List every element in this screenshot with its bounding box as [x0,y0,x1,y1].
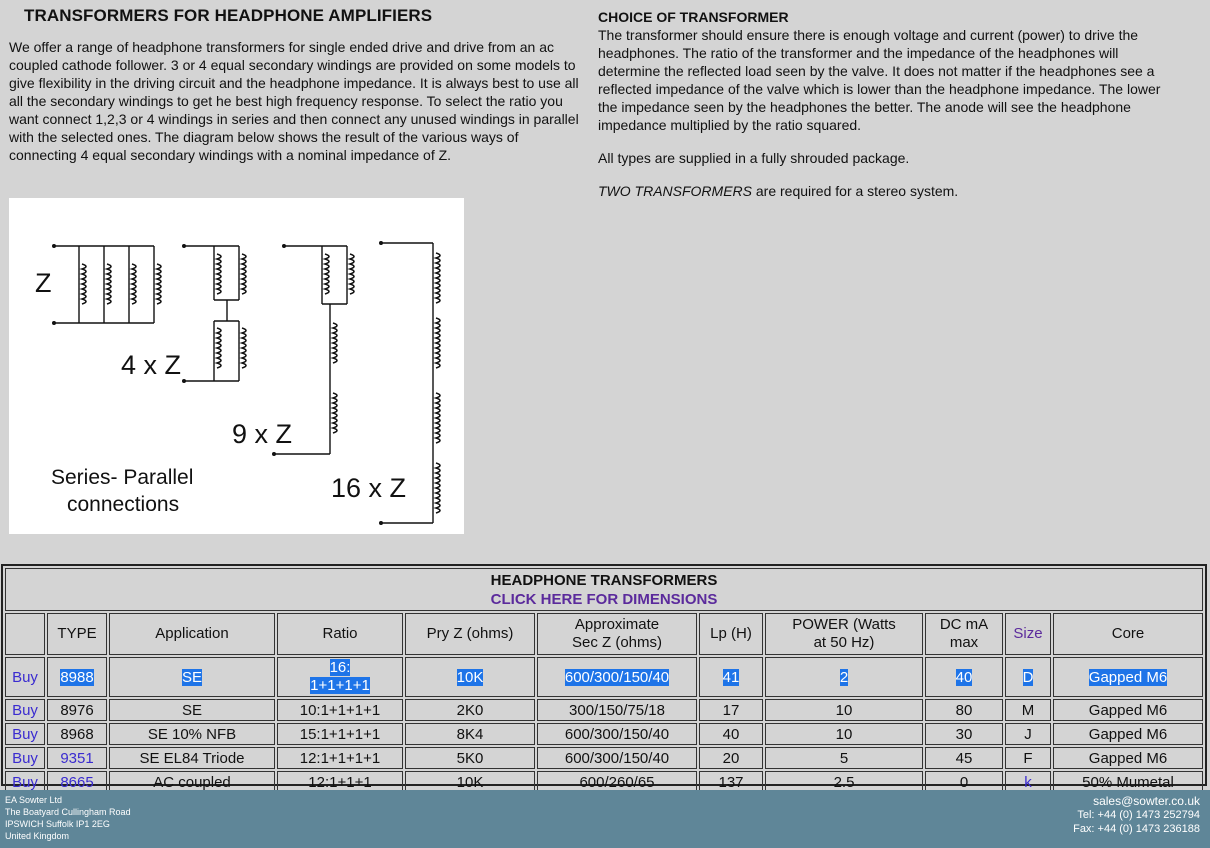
page-footer [0,790,1210,848]
label-z: Z [35,268,52,298]
core-value: Gapped M6 [1088,668,1168,686]
choice-paragraph: The transformer should ensure there is enough voltage and current (power) to drive the headphones. The ratio of the transformer and the impedance of the headphones will determine the reflected load seen by the valve. It does not matter if the headphones see a reflected impedance of the valve which is lower than the headphone impedance. The lower the impedance seen by the headphones the better. The anode will see the headphone impedance multiplied by the ratio squared. [598,27,1161,133]
ratio-cell: 12:1+1+1+1 [277,747,403,769]
stereo-rest: are required for a stereo system. [752,183,959,199]
type-link[interactable]: 8665 [47,771,107,793]
header-type: TYPE [47,613,107,655]
table-title: HEADPHONE TRANSFORMERS [490,572,718,589]
power-cell: 5 [765,747,923,769]
label-9z: 9 x Z [232,419,293,449]
lp-cell: 40 [699,723,763,745]
power-cell [765,657,923,697]
type-link[interactable]: 9351 [47,747,107,769]
size-link[interactable]: D [1022,668,1034,686]
type-cell: 8976 [47,699,107,721]
ratio-cell [277,657,403,697]
type-cell [47,657,107,697]
size-link[interactable]: k [1005,771,1051,793]
application-value: SE [181,668,202,686]
table-header-row [5,613,1203,655]
table-row [5,723,1203,745]
buy-link[interactable]: Buy [5,723,45,745]
core-cell: Gapped M6 [1053,723,1203,745]
lp-cell: 17 [699,699,763,721]
size-cell: J [1005,723,1051,745]
winding-diagram-svg [9,198,464,534]
transformer-table [3,566,1205,795]
ratio-cell: 12:1+1+1 [277,771,403,793]
header-sec-line2: Sec Z (ohms) [571,634,662,651]
buy-link[interactable]: Buy [5,699,45,721]
table-row [5,657,1203,697]
application-cell: SE 10% NFB [109,723,275,745]
connection-diagram [9,198,464,534]
pry-cell [405,657,535,697]
table-caption [5,568,1203,611]
buy-link[interactable]: Buy [5,747,45,769]
sec-cell [537,657,697,697]
ratio-line1: 16: [329,659,351,676]
ratio-cell: 15:1+1+1+1 [277,723,403,745]
stereo-paragraph [598,182,1170,200]
header-ratio: Ratio [277,613,403,655]
application-cell: SE EL84 Triode [109,747,275,769]
sec-value: 600/300/150/40 [564,668,670,686]
application-cell: SE [109,699,275,721]
dc-cell: 30 [925,723,1003,745]
header-sec [537,613,697,655]
header-pry: Pry Z (ohms) [405,613,535,655]
application-cell: AC coupled [109,771,275,793]
buy-link[interactable]: Buy [5,657,45,697]
page-title: TRANSFORMERS FOR HEADPHONE AMPLIFIERS [24,6,433,25]
core-cell: Gapped M6 [1053,699,1203,721]
header-power [765,613,923,655]
label-4z: 4 x Z [121,350,182,380]
type-cell: 8968 [47,723,107,745]
header-core: Core [1053,613,1203,655]
pry-cell: 5K0 [405,747,535,769]
dc-cell: 45 [925,747,1003,769]
sec-cell: 300/150/75/18 [537,699,697,721]
lp-cell [699,657,763,697]
email-link[interactable]: sales@sowter.co.uk [1093,794,1200,808]
ratio-cell: 10:1+1+1+1 [277,699,403,721]
power-cell: 10 [765,699,923,721]
header-power-line2: at 50 Hz) [813,634,875,651]
core-cell: Gapped M6 [1053,747,1203,769]
sec-cell: 600/260/65 [537,771,697,793]
address-line: United Kingdom [5,831,70,841]
header-size[interactable]: Size [1005,613,1051,655]
dc-cell [925,657,1003,697]
power-cell: 10 [765,723,923,745]
application-cell [109,657,275,697]
intro-section [9,6,581,164]
lp-cell: 137 [699,771,763,793]
sec-cell: 600/300/150/40 [537,747,697,769]
lp-value: 41 [722,668,740,686]
header-dc-line2: max [949,634,979,651]
sec-cell: 600/300/150/40 [537,723,697,745]
fax: Fax: +44 (0) 1473 236188 [1073,823,1200,835]
table-row [5,699,1203,721]
choice-heading: CHOICE OF TRANSFORMER [598,9,789,25]
ratio-line2: 1+1+1+1 [310,677,370,694]
type-link[interactable]: 8988 [60,668,94,686]
address-line: EA Sowter Ltd [5,795,63,805]
lp-cell: 20 [699,747,763,769]
address-line: IPSWICH Suffolk IP1 2EG [5,819,110,829]
core-cell [1053,657,1203,697]
diagram-caption-2: connections [67,493,180,516]
header-lp: Lp (H) [699,613,763,655]
choice-section [598,8,1170,215]
power-value: 2 [839,668,849,686]
table-row [5,747,1203,769]
size-cell: M [1005,699,1051,721]
header-application: Application [109,613,275,655]
transformer-table-container [1,564,1207,791]
package-paragraph: All types are supplied in a fully shrouded package. [598,150,910,166]
header-buy [5,613,45,655]
header-dc [925,613,1003,655]
diagram-caption-1: Series- Parallel [51,466,194,489]
dc-cell: 80 [925,699,1003,721]
pry-cell: 10K [405,771,535,793]
address-line: The Boatyard Cullingham Road [5,807,131,817]
stereo-emphasis: TWO TRANSFORMERS [598,183,752,199]
buy-link[interactable]: Buy [5,771,45,793]
company-address [5,794,131,842]
header-dc-line1: DC mA [939,616,989,633]
dc-cell: 0 [925,771,1003,793]
pry-value: 10K [456,668,484,686]
pry-cell: 8K4 [405,723,535,745]
size-cell [1005,657,1051,697]
size-cell: F [1005,747,1051,769]
core-cell: 50% Mumetal [1053,771,1203,793]
dc-value: 40 [955,668,973,686]
header-sec-line1: Approximate [574,616,660,633]
header-power-line1: POWER (Watts [792,616,896,633]
intro-paragraph: We offer a range of headphone transformers for single ended drive and drive from an ac coupled cathode follower. 3 or 4 equal secondary windings are provided on some models to give flexibility in the driving circuit and the headphone impedance. It is always best to use all all the secondary windings to get he best high frequency response. To select the ratio you want connect 1,2,3 or 4 windings in series and then connect any unused windings in parallel with the selected ones. The diagram below shows the result of the various ways of connecting 4 equal secondary windings with a nominal impedance of Z. [9,39,579,163]
power-cell: 2.5 [765,771,923,793]
label-16z: 16 x Z [331,473,407,503]
dimensions-link[interactable]: CLICK HERE FOR DIMENSIONS [490,591,718,608]
pry-cell: 2K0 [405,699,535,721]
contact-info [1073,794,1200,836]
telephone: Tel: +44 (0) 1473 252794 [1077,809,1200,821]
